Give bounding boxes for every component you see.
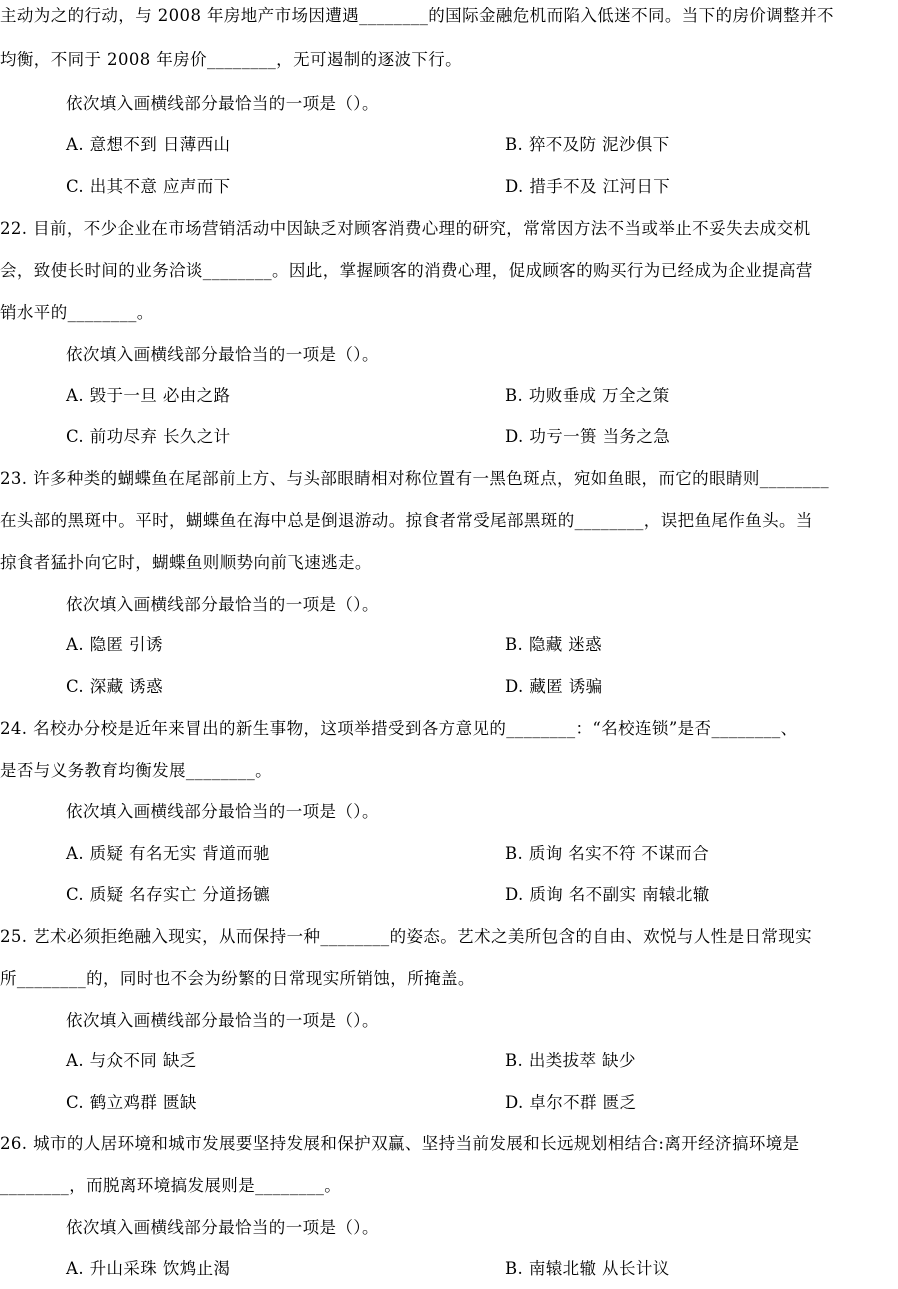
q22-prompt: 依次填入画横线部分最恰当的一项是（）。: [66, 345, 379, 364]
intro-option-a: A. 意想不到 日薄西山: [66, 135, 231, 154]
q25-prompt: 依次填入画横线部分最恰当的一项是（）。: [66, 1011, 379, 1030]
q24-option-b: B. 质询 名实不符 不谋而合: [505, 844, 710, 863]
q24-option-a: A. 质疑 有名无实 背道而驰: [66, 844, 270, 863]
intro-option-c: C. 出其不意 应声而下: [66, 177, 231, 196]
q26-line-2: ________，而脱离环境搞发展则是________。: [0, 1176, 342, 1195]
intro-option-d: D. 措手不及 江河日下: [505, 177, 671, 196]
q23-option-d: D. 藏匿 诱骗: [505, 677, 603, 696]
q26-prompt: 依次填入画横线部分最恰当的一项是（）。: [66, 1218, 379, 1237]
q23-line-1: 23. 许多种类的蝴蝶鱼在尾部前上方、与头部眼睛相对称位置有一黑色斑点，宛如鱼眼，而它的眼睛则________: [0, 469, 829, 488]
q25-option-d: D. 卓尔不群 匮乏: [505, 1093, 637, 1112]
q23-line-2: 在头部的黑斑中。平时，蝴蝶鱼在海中总是倒退游动。掠食者常受尾部黑斑的________，误把鱼尾作鱼头。当: [0, 511, 813, 530]
q22-line-3: 销水平的________。: [0, 303, 154, 322]
q24-option-d: D. 质询 名不副实 南辕北辙: [505, 885, 710, 904]
q22-option-c: C. 前功尽弃 长久之计: [66, 427, 231, 446]
q22-option-a: A. 毁于一旦 必由之路: [66, 386, 231, 405]
q23-prompt: 依次填入画横线部分最恰当的一项是（）。: [66, 595, 379, 614]
q22-line-1: 22. 目前，不少企业在市场营销活动中因缺乏对顾客消费心理的研究，常常因方法不当或举止不妥失去成交机: [0, 219, 811, 238]
q23-option-c: C. 深藏 诱惑: [66, 677, 163, 696]
q22-option-d: D. 功亏一篑 当务之急: [505, 427, 671, 446]
q24-prompt: 依次填入画横线部分最恰当的一项是（）。: [66, 802, 379, 821]
q24-line-1: 24. 名校办分校是近年来冒出的新生事物，这项举措受到各方意见的________：“名校连锁”是否________、: [0, 719, 798, 738]
q26-option-a: A. 升山采珠 饮鸩止渴: [66, 1259, 231, 1278]
q26-option-b: B. 南辕北辙 从长计议: [505, 1259, 670, 1278]
q25-option-a: A. 与众不同 缺乏: [66, 1051, 197, 1070]
q22-option-b: B. 功败垂成 万全之策: [505, 386, 670, 405]
q22-line-2: 会，致使长时间的业务洽谈________。因此，掌握顾客的消费心理，促成顾客的购买行为已经成为企业提高营: [0, 261, 813, 280]
intro-option-b: B. 猝不及防 泥沙俱下: [505, 135, 670, 154]
q23-line-3: 掠食者猛扑向它时，蝴蝶鱼则顺势向前飞速逃走。: [0, 553, 372, 572]
q24-option-c: C. 质疑 名存实亡 分道扬镳: [66, 885, 271, 904]
q26-line-1: 26. 城市的人居环境和城市发展要坚持发展和保护双赢、坚持当前发展和长远规划相结合:离开经济搞环境是: [0, 1134, 800, 1153]
intro-line-1: 主动为之的行动，与 2008 年房地产市场因遭遇________的国际金融危机而陷入低迷不同。当下的房价调整并不: [0, 6, 834, 25]
q23-option-b: B. 隐藏 迷惑: [505, 635, 603, 654]
intro-prompt: 依次填入画横线部分最恰当的一项是（）。: [66, 94, 379, 113]
q25-option-c: C. 鹤立鸡群 匮缺: [66, 1093, 197, 1112]
q25-line-2: 所________的，同时也不会为纷繁的日常现实所销蚀，所掩盖。: [0, 969, 475, 988]
q23-option-a: A. 隐匿 引诱: [66, 635, 163, 654]
q25-line-1: 25. 艺术必须拒绝融入现实，从而保持一种________的姿态。艺术之美所包含的自由、欢悦与人性是日常现实: [0, 927, 813, 946]
q25-option-b: B. 出类拔萃 缺少: [505, 1051, 636, 1070]
intro-line-2: 均衡，不同于 2008 年房价________，无可遏制的逐波下行。: [0, 50, 463, 69]
q24-line-2: 是否与义务教育均衡发展________。: [0, 761, 272, 780]
